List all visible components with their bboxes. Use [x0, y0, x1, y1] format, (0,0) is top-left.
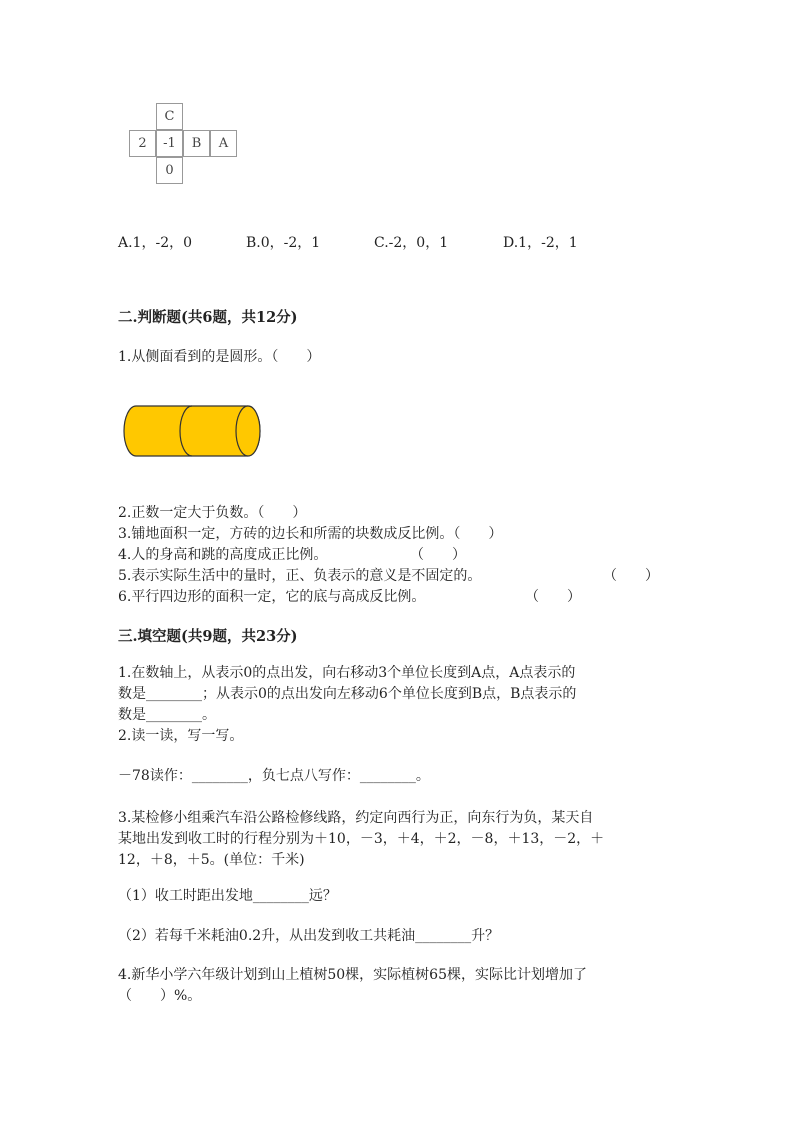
net-cell-0: 0 — [156, 157, 183, 184]
fill-q4-line1: 4.新华小学六年级计划到山上植树50棵，实际植树65棵，实际比计划增加了 — [118, 967, 587, 983]
fill-q1-line1: 1.在数轴上，从表示0的点出发，向右移动3个单位长度到A点，A点表示的 — [118, 665, 576, 681]
net-cell-a: A — [210, 130, 237, 157]
fill-q3-line3: 12，＋8，＋5。(单位：千米) — [118, 852, 305, 868]
judge-q4: 4.人的身高和跳的高度成正比例。 — [118, 547, 328, 563]
judge-q1: 1.从侧面看到的是圆形。（ ） — [118, 349, 321, 365]
net-cell-c: C — [156, 103, 183, 130]
fill-q3-line2: 某地出发到收工时的行程分别为＋10，－3，＋4，＋2，－8，＋13，－2，＋ — [118, 831, 605, 847]
fill-q2-body: －78读作：________，负七点八写作：________。 — [118, 768, 430, 784]
fill-q4-line2: （ ）%。 — [118, 988, 202, 1004]
net-cell-minus1: -1 — [156, 130, 183, 157]
fill-q3-line1: 3.某检修小组乘汽车沿公路检修线路，约定向西行为正，向东行为负，某天自 — [118, 810, 594, 826]
cylinder-end-face — [236, 406, 260, 456]
judge-q5-paren: （ ） — [603, 568, 659, 584]
option-c: C.-2，0，1 — [374, 235, 449, 251]
section3-title: 三.填空题(共9题，共23分) — [118, 628, 298, 645]
judge-q2: 2.正数一定大于负数。（ ） — [118, 505, 307, 521]
judge-q3: 3.铺地面积一定，方砖的边长和所需的块数成反比例。（ ） — [118, 526, 503, 542]
fill-q1-line3: 数是________。 — [118, 707, 216, 723]
judge-q6: 6.平行四边形的面积一定，它的底与高成反比例。 — [118, 589, 426, 605]
fill-q1-line2: 数是________；从表示0的点出发向左移动6个单位长度到B点，B点表示的 — [118, 686, 577, 702]
option-b: B.0，-2，1 — [246, 235, 321, 251]
fill-q3-sub2: （2）若每千米耗油0.2升，从出发到收工共耗油________升？ — [118, 928, 500, 944]
cylinder-figure — [118, 400, 268, 462]
judge-q4-paren: （ ） — [410, 547, 466, 563]
net-cell-b: B — [183, 130, 210, 157]
fill-q2-title: 2.读一读，写一写。 — [118, 728, 244, 744]
judge-q5: 5.表示实际生活中的量时，正、负表示的意义是不固定的。 — [118, 568, 482, 584]
option-d: D.1，-2，1 — [503, 235, 578, 251]
option-a: A.1，-2，0 — [118, 235, 193, 251]
fill-q3-sub1: （1）收工时距出发地________远？ — [118, 888, 337, 904]
net-cell-2: 2 — [129, 130, 156, 157]
section2-title: 二.判断题(共6题，共12分) — [118, 309, 298, 326]
judge-q6-paren: （ ） — [525, 589, 581, 605]
